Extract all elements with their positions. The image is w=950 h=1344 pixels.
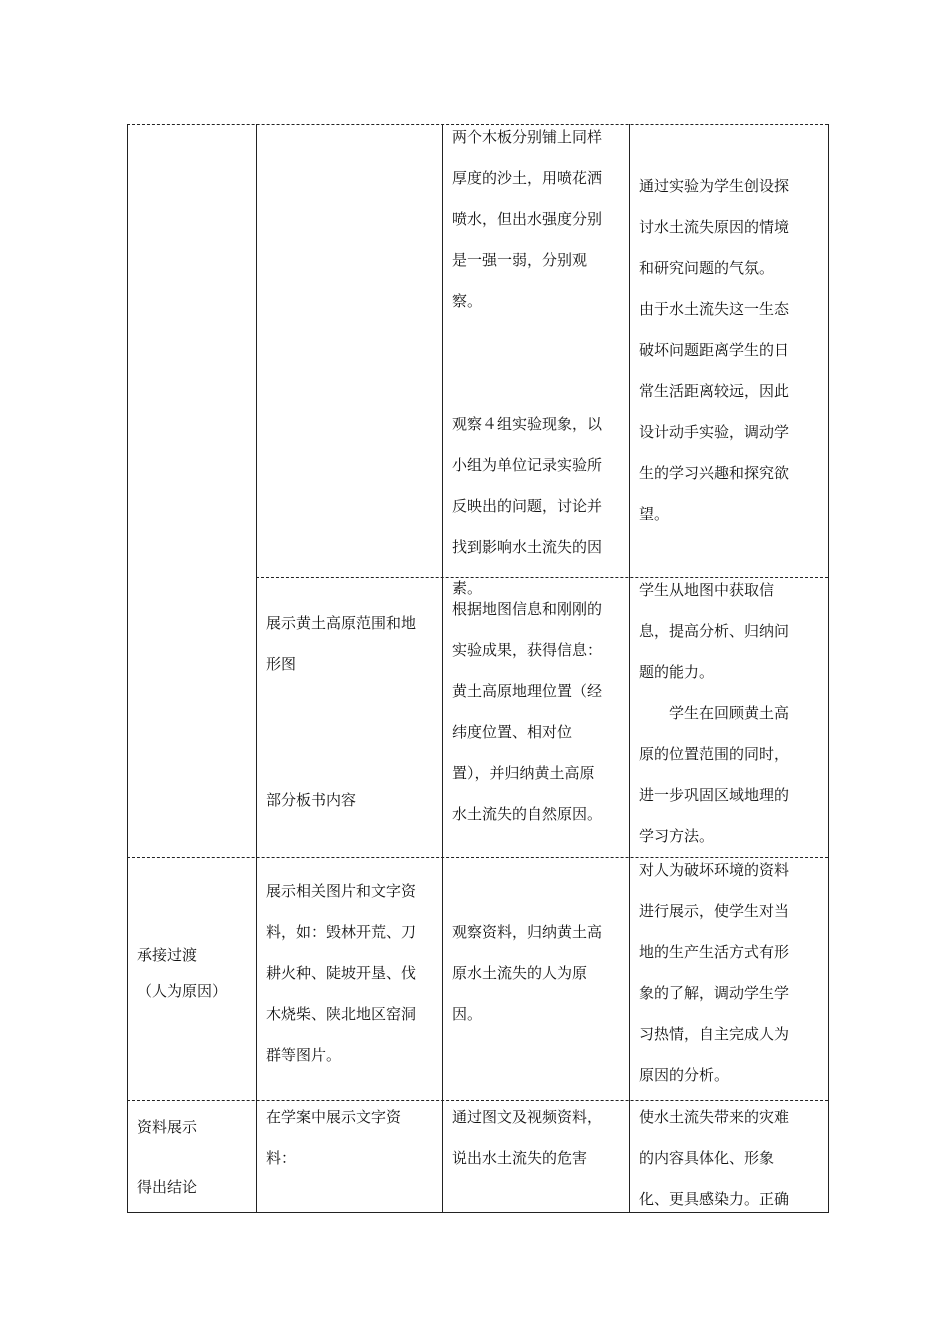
- cell-line: 的内容具体化、形象: [639, 1149, 775, 1167]
- row4-col4-cell: [639, 1097, 827, 1220]
- cell-line: 由于水土流失这一生态: [639, 300, 790, 318]
- row2-col4-cell: [639, 570, 827, 857]
- cell-line: 进一步巩固区域地理的: [639, 786, 790, 804]
- cell-line: 化、更具感染力。正确: [639, 1190, 790, 1208]
- table-border-left: [127, 124, 128, 1213]
- cell-line: 望。: [639, 505, 670, 523]
- row4-col3-cell: [452, 1097, 627, 1179]
- cell-line: 和研究问题的气氛。: [639, 259, 775, 277]
- cell-line: 两个木板分别铺上同样: [452, 128, 603, 146]
- cell-line: [452, 322, 627, 363]
- table-border-col2-right: [442, 124, 443, 1213]
- cell-line: （人为原因）: [137, 982, 228, 1000]
- table-border-col1-right: [256, 124, 257, 1213]
- row4-col2-cell: [266, 1097, 441, 1179]
- cell-line: 生的学习兴趣和探究欲: [639, 464, 790, 482]
- cell-line: 展示黄土高原范围和地: [266, 614, 417, 632]
- cell-line: 使水土流失带来的灾难: [639, 1108, 790, 1126]
- cell-line: 木烧柴、陕北地区窑洞: [266, 1005, 417, 1023]
- row4-col1-cell: [137, 1097, 255, 1217]
- cell-line: 承接过渡: [137, 946, 198, 964]
- cell-line: 形图: [266, 655, 297, 673]
- cell-line: 学习方法。: [639, 827, 715, 845]
- cell-line: 得出结论: [137, 1178, 198, 1196]
- cell-line: 察。: [452, 292, 483, 310]
- cell-line: 喷水，但出水强度分别: [452, 210, 603, 228]
- row3-col1-cell: [137, 937, 255, 1009]
- cell-line: 学生在回顾黄土高: [669, 704, 790, 722]
- row2-col2-bottom-cell: [266, 780, 441, 821]
- table-border-col3-right: [629, 124, 630, 1213]
- cell-line: 部分板书内容: [266, 791, 357, 809]
- cell-line: 破坏问题距离学生的日: [639, 341, 790, 359]
- cell-line: 设计动手实验，调动学: [639, 423, 790, 441]
- cell-line: 料：: [266, 1149, 297, 1167]
- row1-col4-cell: [639, 166, 827, 535]
- cell-line: 观察资料，归纳黄土高: [452, 923, 603, 941]
- cell-line: 因。: [452, 1005, 483, 1023]
- cell-line: 原水土流失的人为原: [452, 964, 588, 982]
- cell-line: 地的生产生活方式有形: [639, 943, 790, 961]
- cell-line: 题的能力。: [639, 663, 715, 681]
- cell-line: 根据地图信息和刚刚的: [452, 600, 603, 618]
- table-border-right: [828, 124, 829, 1213]
- cell-line: 实验成果，获得信息：: [452, 641, 603, 659]
- cell-line: 资料展示: [137, 1118, 198, 1136]
- cell-line: 进行展示，使学生对当: [639, 902, 790, 920]
- cell-line: 息，提高分析、归纳问: [639, 622, 790, 640]
- cell-line: 群等图片。: [266, 1046, 342, 1064]
- cell-line: 对人为破坏环境的资料: [639, 861, 790, 879]
- cell-line: 水土流失的自然原因。: [452, 805, 603, 823]
- cell-line: 黄土高原地理位置（经: [452, 682, 603, 700]
- cell-line: 纬度位置、相对位: [452, 723, 573, 741]
- cell-line: 展示相关图片和文字资: [266, 882, 417, 900]
- cell-line: 通过图文及视频资料，: [452, 1108, 603, 1126]
- cell-line: 料，如：毁林开荒、刀: [266, 923, 417, 941]
- cell-line: 原因的分析。: [639, 1066, 730, 1084]
- cell-line: 找到影响水土流失的因: [452, 538, 603, 556]
- row3-col2-cell: [266, 871, 441, 1076]
- cell-line: [452, 363, 627, 404]
- row1-col3-cell: [452, 117, 627, 609]
- cell-line: 耕火种、陡坡开垦、伐: [266, 964, 417, 982]
- row2-col3-cell: [452, 589, 627, 835]
- cell-line: 在学案中展示文字资: [266, 1108, 402, 1126]
- cell-line: 习热情，自主完成人为: [639, 1025, 790, 1043]
- cell-line: 小组为单位记录实验所: [452, 456, 603, 474]
- cell-line: 通过实验为学生创设探: [639, 177, 790, 195]
- row2-col2-top-cell: [266, 603, 441, 685]
- cell-line: 象的了解，调动学生学: [639, 984, 790, 1002]
- cell-line: 讨水土流失原因的情境: [639, 218, 790, 236]
- cell-line: 反映出的问题，讨论并: [452, 497, 603, 515]
- cell-line: 原的位置范围的同时，: [639, 745, 790, 763]
- cell-line: 厚度的沙土，用喷花洒: [452, 169, 603, 187]
- cell-line: 置），并归纳黄土高原: [452, 764, 595, 782]
- row3-col3-cell: [452, 912, 627, 1035]
- cell-line: 是一强一弱，分别观: [452, 251, 588, 269]
- cell-line: 说出水土流失的危害: [452, 1149, 588, 1167]
- cell-line: 常生活距离较远，因此: [639, 382, 790, 400]
- cell-line: 素。: [452, 579, 483, 597]
- cell-line: 观察４组实验现象，以: [452, 415, 603, 433]
- row3-col4-cell: [639, 850, 827, 1096]
- cell-line: 学生从地图中获取信: [639, 581, 775, 599]
